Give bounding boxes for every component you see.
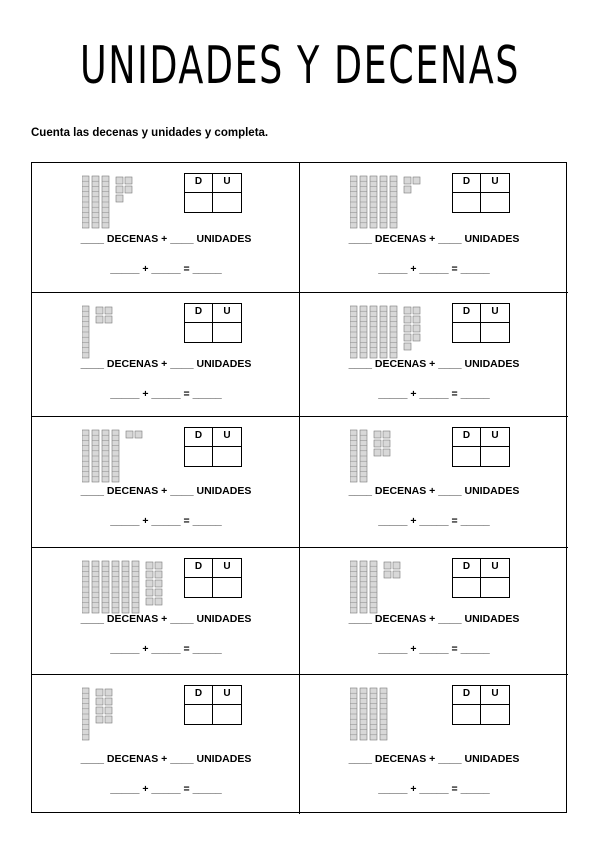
- units-answer-box[interactable]: [213, 705, 241, 724]
- base-ten-blocks: [82, 305, 182, 360]
- exercise-cell: [32, 675, 300, 814]
- place-value-table: [184, 427, 242, 467]
- tens-answer-box[interactable]: [185, 705, 213, 724]
- base-ten-blocks: [82, 560, 182, 615]
- unit-cube: [146, 580, 153, 587]
- ten-rod: [360, 430, 367, 482]
- base-ten-blocks: [82, 175, 182, 230]
- base-ten-blocks: [350, 305, 450, 360]
- tens-header: D: [185, 686, 213, 705]
- units-answer-box[interactable]: [481, 578, 509, 597]
- tens-units-sentence[interactable]: ____ DECENAS + ____ UNIDADES: [348, 613, 520, 625]
- ten-rod: [360, 561, 367, 613]
- units-header: U: [481, 174, 509, 193]
- unit-cube: [383, 440, 390, 447]
- ten-rod: [380, 306, 387, 358]
- ten-rod: [82, 430, 89, 482]
- unit-cube: [146, 589, 153, 596]
- unit-cube: [413, 307, 420, 314]
- place-value-table: [452, 173, 510, 213]
- ten-rod: [390, 176, 397, 228]
- ten-rod: [122, 561, 129, 613]
- ten-rod: [112, 430, 119, 482]
- unit-cube: [146, 598, 153, 605]
- ten-rod: [92, 561, 99, 613]
- unit-cube: [116, 195, 123, 202]
- unit-cube: [393, 571, 400, 578]
- addition-equation[interactable]: _____ + _____ = _____: [378, 388, 490, 400]
- units-header: U: [481, 559, 509, 578]
- unit-cube: [155, 571, 162, 578]
- base-ten-blocks: [82, 687, 182, 742]
- ten-rod: [350, 430, 357, 482]
- units-header: U: [213, 686, 241, 705]
- ten-rod: [350, 561, 357, 613]
- addition-equation[interactable]: _____ + _____ = _____: [110, 515, 222, 527]
- unit-cube: [125, 186, 132, 193]
- tens-answer-box[interactable]: [453, 578, 481, 597]
- unit-cube: [96, 716, 103, 723]
- instructions: Cuenta las decenas y unidades y completa.: [31, 127, 269, 139]
- unit-cube: [96, 316, 103, 323]
- unit-cube: [96, 698, 103, 705]
- place-value-table: [184, 303, 242, 343]
- tens-units-sentence[interactable]: ____ DECENAS + ____ UNIDADES: [348, 233, 520, 245]
- exercise-cell: [32, 548, 300, 675]
- tens-header: D: [185, 174, 213, 193]
- tens-answer-box[interactable]: [185, 447, 213, 466]
- ten-rod: [380, 176, 387, 228]
- addition-equation[interactable]: _____ + _____ = _____: [378, 783, 490, 795]
- units-header: U: [481, 304, 509, 323]
- ten-rod: [82, 688, 89, 740]
- ten-rod: [370, 561, 377, 613]
- tens-units-sentence[interactable]: ____ DECENAS + ____ UNIDADES: [80, 753, 252, 765]
- unit-cube: [126, 431, 133, 438]
- addition-equation[interactable]: _____ + _____ = _____: [110, 263, 222, 275]
- tens-units-sentence[interactable]: ____ DECENAS + ____ UNIDADES: [348, 358, 520, 370]
- unit-cube: [404, 334, 411, 341]
- units-answer-box[interactable]: [213, 447, 241, 466]
- units-header: U: [213, 174, 241, 193]
- tens-answer-box[interactable]: [453, 323, 481, 342]
- unit-cube: [96, 707, 103, 714]
- ten-rod: [390, 306, 397, 358]
- ten-rod: [360, 176, 367, 228]
- units-answer-box[interactable]: [213, 193, 241, 212]
- addition-equation[interactable]: _____ + _____ = _____: [378, 643, 490, 655]
- exercise-cell: [300, 293, 568, 417]
- unit-cube: [105, 707, 112, 714]
- ten-rod: [360, 688, 367, 740]
- tens-units-sentence[interactable]: ____ DECENAS + ____ UNIDADES: [80, 613, 252, 625]
- units-answer-box[interactable]: [213, 323, 241, 342]
- unit-cube: [374, 431, 381, 438]
- unit-cube: [413, 177, 420, 184]
- place-value-table: [184, 685, 242, 725]
- unit-cube: [146, 571, 153, 578]
- ten-rod: [102, 176, 109, 228]
- unit-cube: [105, 316, 112, 323]
- place-value-table: [184, 558, 242, 598]
- ten-rod: [350, 306, 357, 358]
- ten-rod: [82, 176, 89, 228]
- unit-cube: [404, 343, 411, 350]
- tens-header: D: [453, 174, 481, 193]
- unit-cube: [374, 449, 381, 456]
- ten-rod: [92, 430, 99, 482]
- unit-cube: [155, 598, 162, 605]
- base-ten-blocks: [82, 429, 182, 484]
- unit-cube: [404, 177, 411, 184]
- tens-units-sentence[interactable]: ____ DECENAS + ____ UNIDADES: [348, 753, 520, 765]
- place-value-table: [452, 427, 510, 467]
- addition-equation[interactable]: _____ + _____ = _____: [110, 783, 222, 795]
- ten-rod: [102, 561, 109, 613]
- unit-cube: [413, 325, 420, 332]
- tens-units-sentence[interactable]: ____ DECENAS + ____ UNIDADES: [80, 358, 252, 370]
- units-answer-box[interactable]: [481, 705, 509, 724]
- unit-cube: [404, 325, 411, 332]
- tens-answer-box[interactable]: [453, 193, 481, 212]
- unit-cube: [413, 316, 420, 323]
- tens-units-sentence[interactable]: ____ DECENAS + ____ UNIDADES: [80, 233, 252, 245]
- base-ten-blocks: [350, 560, 450, 615]
- base-ten-blocks: [350, 687, 450, 742]
- addition-equation[interactable]: _____ + _____ = _____: [378, 263, 490, 275]
- unit-cube: [393, 562, 400, 569]
- exercise-cell: [32, 417, 300, 548]
- ten-rod: [132, 561, 139, 613]
- exercise-cell: [300, 548, 568, 675]
- tens-units-sentence[interactable]: ____ DECENAS + ____ UNIDADES: [80, 485, 252, 497]
- unit-cube: [413, 334, 420, 341]
- units-header: U: [481, 428, 509, 447]
- unit-cube: [135, 431, 142, 438]
- ten-rod: [102, 430, 109, 482]
- ten-rod: [370, 688, 377, 740]
- unit-cube: [116, 177, 123, 184]
- ten-rod: [82, 306, 89, 358]
- base-ten-blocks: [350, 429, 450, 484]
- units-header: U: [213, 559, 241, 578]
- tens-answer-box[interactable]: [453, 705, 481, 724]
- exercise-cell: [300, 163, 568, 293]
- unit-cube: [125, 177, 132, 184]
- units-header: U: [481, 686, 509, 705]
- tens-header: D: [453, 686, 481, 705]
- unit-cube: [383, 449, 390, 456]
- tens-answer-box[interactable]: [185, 323, 213, 342]
- ten-rod: [370, 176, 377, 228]
- unit-cube: [105, 716, 112, 723]
- unit-cube: [384, 571, 391, 578]
- tens-answer-box[interactable]: [185, 193, 213, 212]
- units-answer-box[interactable]: [213, 578, 241, 597]
- place-value-table: [184, 173, 242, 213]
- units-answer-box[interactable]: [481, 323, 509, 342]
- units-answer-box[interactable]: [481, 193, 509, 212]
- tens-header: D: [185, 304, 213, 323]
- tens-units-sentence[interactable]: ____ DECENAS + ____ UNIDADES: [348, 485, 520, 497]
- unit-cube: [155, 580, 162, 587]
- place-value-table: [452, 303, 510, 343]
- unit-cube: [96, 689, 103, 696]
- place-value-table: [452, 558, 510, 598]
- tens-header: D: [185, 559, 213, 578]
- unit-cube: [404, 307, 411, 314]
- addition-equation[interactable]: _____ + _____ = _____: [110, 388, 222, 400]
- ten-rod: [350, 688, 357, 740]
- unit-cube: [384, 562, 391, 569]
- units-header: U: [213, 304, 241, 323]
- unit-cube: [383, 431, 390, 438]
- units-header: U: [213, 428, 241, 447]
- unit-cube: [105, 307, 112, 314]
- exercise-cell: [32, 163, 300, 293]
- unit-cube: [96, 307, 103, 314]
- unit-cube: [116, 186, 123, 193]
- tens-header: D: [453, 428, 481, 447]
- unit-cube: [155, 562, 162, 569]
- exercise-cell: [300, 675, 568, 814]
- tens-header: D: [453, 559, 481, 578]
- ten-rod: [350, 176, 357, 228]
- tens-header: D: [185, 428, 213, 447]
- exercise-cell: [32, 293, 300, 417]
- unit-cube: [155, 589, 162, 596]
- units-answer-box[interactable]: [481, 447, 509, 466]
- ten-rod: [380, 688, 387, 740]
- unit-cube: [105, 698, 112, 705]
- tens-answer-box[interactable]: [185, 578, 213, 597]
- unit-cube: [404, 186, 411, 193]
- unit-cube: [105, 689, 112, 696]
- ten-rod: [82, 561, 89, 613]
- base-ten-blocks: [350, 175, 450, 230]
- ten-rod: [92, 176, 99, 228]
- ten-rod: [112, 561, 119, 613]
- exercise-cell: [300, 417, 568, 548]
- unit-cube: [146, 562, 153, 569]
- tens-answer-box[interactable]: [453, 447, 481, 466]
- addition-equation[interactable]: _____ + _____ = _____: [378, 515, 490, 527]
- unit-cube: [404, 316, 411, 323]
- page-title: UNIDADES Y DECENAS: [79, 36, 521, 96]
- addition-equation[interactable]: _____ + _____ = _____: [110, 643, 222, 655]
- tens-header: D: [453, 304, 481, 323]
- exercise-grid: [31, 162, 567, 813]
- ten-rod: [370, 306, 377, 358]
- place-value-table: [452, 685, 510, 725]
- ten-rod: [360, 306, 367, 358]
- unit-cube: [374, 440, 381, 447]
